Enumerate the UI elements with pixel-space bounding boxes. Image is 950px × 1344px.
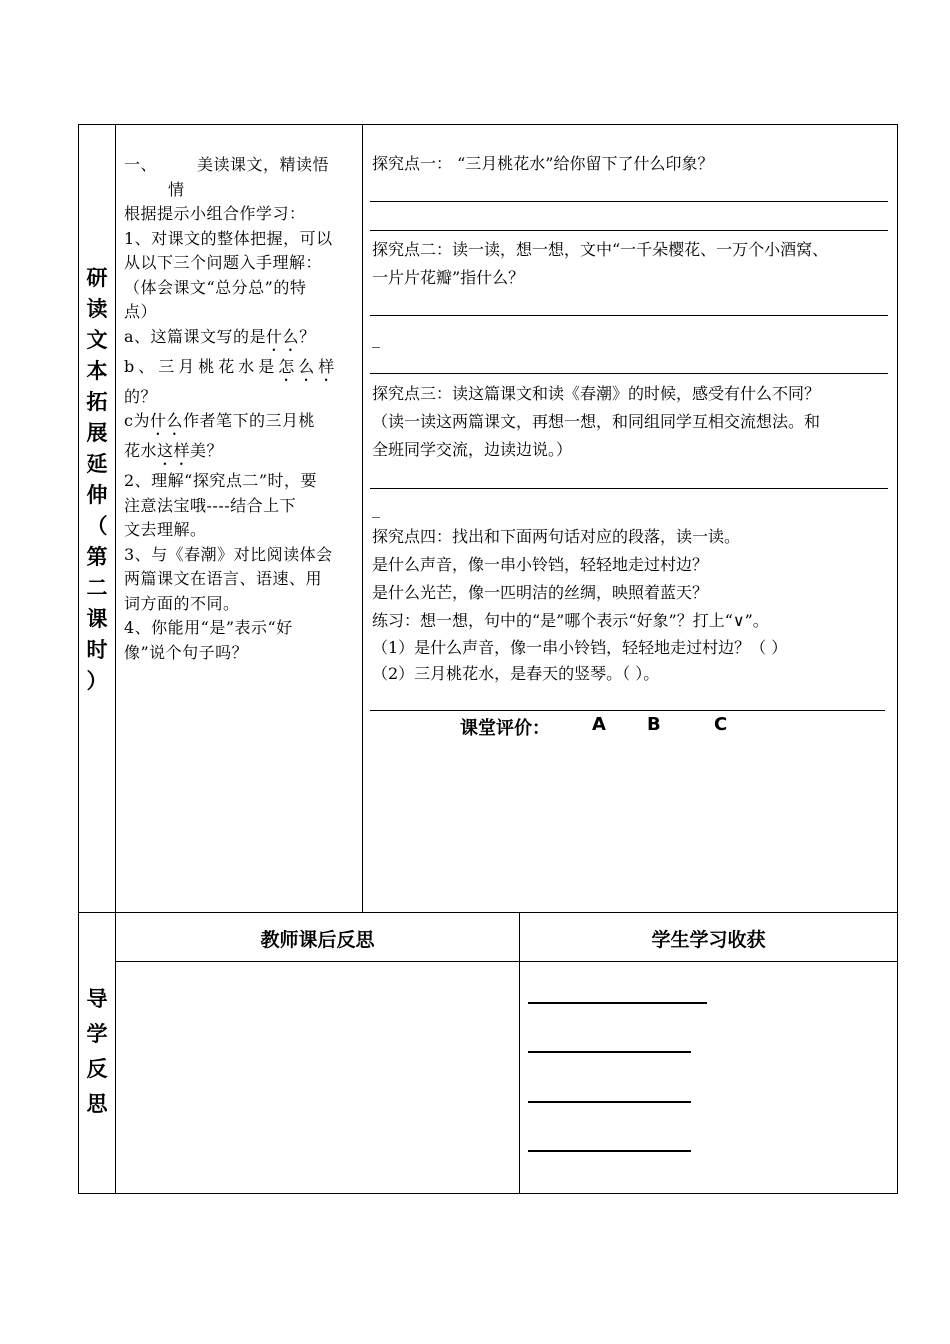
guide-line: 像”说个句子吗？ bbox=[124, 642, 249, 662]
upper-middle-divider bbox=[362, 124, 363, 912]
guide-line: 根据提示小组合作学习： bbox=[124, 204, 306, 223]
guide-line: 注意法宝哦----结合上下 bbox=[124, 495, 297, 515]
heading-line: 一、 美读课文，精读悟 bbox=[124, 155, 330, 174]
student-gain-line[interactable] bbox=[528, 1051, 691, 1053]
answer-line[interactable] bbox=[370, 710, 885, 711]
answer-line[interactable] bbox=[370, 201, 888, 202]
guide-line: 两篇课文在语言、语速、用 bbox=[124, 569, 323, 588]
question-c: c为什么作者笔下的三月桃 bbox=[124, 411, 315, 430]
student-gain-line[interactable] bbox=[528, 1150, 691, 1152]
question-c-cont: 花水这样美？ bbox=[124, 441, 224, 460]
explore-point-3: 探究点三：读这篇课文和读《春潮》的时候，感受有什么不同？ （读一读这两篇课文，再想一想，和同组同学互相交流想法。和 全班同学交流，边读边说。） bbox=[372, 384, 821, 459]
answer-line[interactable] bbox=[370, 488, 888, 489]
guide-line: 点） bbox=[124, 302, 158, 321]
table-border-right bbox=[897, 124, 898, 1194]
lower-middle-divider bbox=[519, 912, 520, 1194]
guide-line: 4、你能用“是”表示“好 bbox=[124, 618, 293, 637]
guide-line: 2、理解“探究点二”时，要 bbox=[124, 471, 318, 490]
guidance-text bbox=[124, 153, 356, 665]
class-evaluation bbox=[460, 714, 550, 740]
student-gain-line[interactable] bbox=[528, 1002, 707, 1004]
student-gains-header: 学生学习收获 bbox=[651, 929, 766, 951]
guide-line: 3、与《春潮》对比阅读体会 bbox=[124, 544, 333, 564]
grade-b[interactable]: B bbox=[647, 714, 661, 735]
question-b: b、三月桃花水是怎么样 bbox=[124, 356, 339, 376]
grade-a[interactable]: A bbox=[592, 714, 606, 735]
answer-line[interactable] bbox=[370, 230, 888, 231]
explore-point-4: 探究点四：找出和下面两句话对应的段落，读一读。 是什么声音，像一串小铃铛，轻轻地走过村边？ 是什么光芒，像一匹明洁的丝绸，映照着蓝天？ 练习：想一想，句中的“是”哪个表示“好象”？打上“∨”。 （1）是什么声音，像一串小铃铛，轻轻地走过村边？（ ） （2）三月桃花水，是春天的竖琴。（ ）。 bbox=[372, 527, 788, 683]
grade-c[interactable]: C bbox=[714, 714, 728, 735]
table-border-top bbox=[78, 124, 898, 125]
guide-line: 文去理解。 bbox=[124, 520, 207, 539]
section2-side-title: 导 学 反 思 bbox=[86, 987, 108, 1116]
explore-point-2: 探究点二：读一读，想一想，文中“一千朵樱花、一万个小酒窝、 一片片花瓣”指什么？ bbox=[372, 240, 829, 287]
section1-side-title: 研 读 文 本 拓 展 延 伸 （ 第 二 课 时 ） bbox=[86, 266, 108, 693]
evaluation-label: 课堂评价： bbox=[460, 718, 550, 739]
guide-line: 1、对课文的整体把握，可以 bbox=[124, 228, 333, 248]
dash-mark: _ bbox=[372, 329, 380, 348]
teacher-reflection-header: 教师课后反思 bbox=[260, 929, 375, 951]
question-a: a、这篇课文写的是什么？ bbox=[124, 326, 316, 346]
heading-cont: 情 bbox=[168, 179, 185, 199]
section-divider bbox=[78, 912, 898, 913]
explore-point-1: 探究点一： “三月桃花水”给你留下了什么印象？ bbox=[372, 154, 714, 173]
guide-line: 词方面的不同。 bbox=[124, 593, 240, 613]
dash-mark: _ bbox=[372, 499, 380, 518]
answer-line[interactable] bbox=[370, 315, 888, 316]
guide-line: 从以下三个问题入手理解： bbox=[124, 253, 323, 272]
guide-line: （体会课文“总分总”的特 bbox=[124, 277, 307, 297]
question-b-cont: 的？ bbox=[124, 386, 158, 406]
student-gain-line[interactable] bbox=[528, 1101, 691, 1103]
teacher-reflection-area[interactable] bbox=[116, 962, 519, 1193]
answer-line[interactable] bbox=[370, 373, 888, 374]
table-border-bottom bbox=[78, 1193, 898, 1194]
